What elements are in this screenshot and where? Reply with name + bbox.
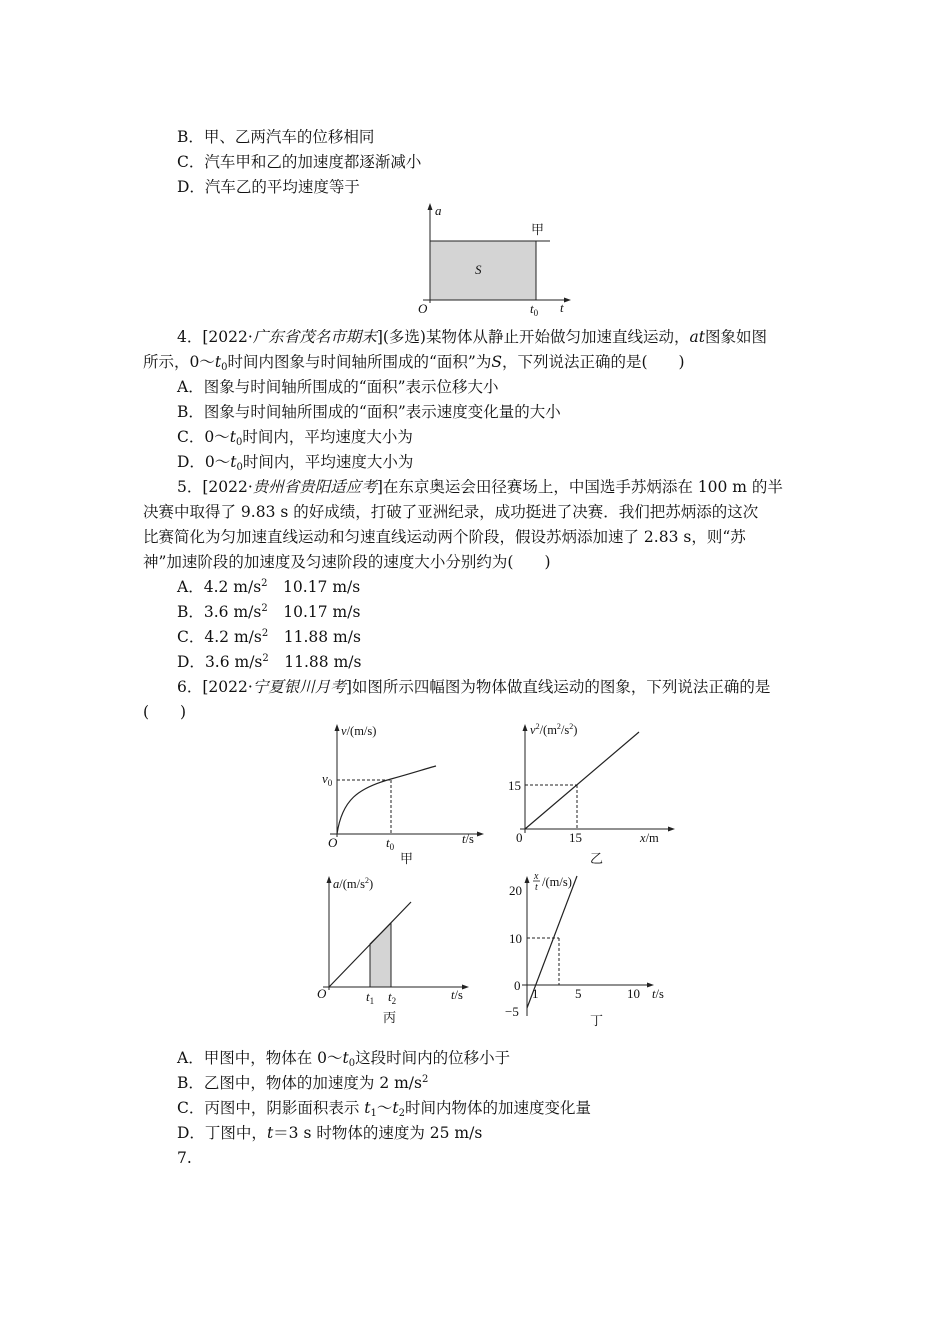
ding-ytick-0: 0 [514,978,521,993]
yi-caption: 乙 [590,851,604,866]
ding-x-label: t/s [652,987,664,1001]
q5-line-1: 5．[2022·贵州省贵阳适应考]在东京奥运会田径赛场上，中国选手苏炳添在 100 m 的半 [177,478,783,496]
q5-line-3: 比赛简化为匀加速直线运动和匀速直线运动两个阶段，假设苏炳添加速了 2.83 s，则“苏 [143,528,746,546]
q3-option-c: C．汽车甲和乙的加速度都逐渐减小 [177,153,422,171]
q6-option-a: A．甲图中，物体在 $0\sim t_0$这段时间内的位移小于 [177,1049,511,1069]
q4-option-b: B．图象与时间轴所围成的“面积”表示速度变化量的大小 [177,403,561,421]
svg-text:/(m/s): /(m/s) [542,875,572,889]
q4-option-a: A．图象与时间轴所围成的“面积”表示位移大小 [177,378,499,396]
jia-origin: O [328,835,338,850]
q4-option-d: D．$0\sim t_0$时间内，平均速度大小为 [177,453,414,473]
jia-v0-label: $v_0$ [322,771,333,788]
yi-xtick-15: 15 [569,830,582,845]
at-area-s [430,241,536,300]
bing-t2-label: $t_2$ [388,989,397,1006]
graph-yi [505,720,685,870]
svg-text:t: t [535,882,538,893]
q4-option-c: C．$0\sim t_0$时间内，平均速度大小为 [177,428,413,448]
graph-jia [318,720,488,870]
bing-caption: 丙 [383,1010,397,1025]
q5-option-a: A．4.2 $m/s^2$ 10.17 m/s [177,578,361,596]
q6-line-2: ( ) [143,703,187,721]
q6-option-c: C．丙图中，阴影面积表示 $t_1\sim t_2$时间内物体的加速度变化量 [177,1099,592,1119]
q5-option-b: B．3.6 $m/s^2$ 10.17 m/s [177,603,361,621]
ding-xtick-5: 5 [575,986,582,1001]
yi-y-label: $v^2/(m^2/s^2)$ [530,722,578,737]
q3-option-d: D．汽车乙的平均速度等于 [177,178,360,196]
jia-curve [337,766,436,834]
q5-option-c: C．4.2 $m/s^2$ 11.88 m/s [177,628,361,646]
ding-y-label [533,871,572,893]
q4-line-2: 所示，$0\sim t_0$时间内图象与时间轴所围成的“面积”为S，下列说法正确的是( ) [143,353,685,373]
graph-ding [500,870,690,1030]
ding-xtick-10: 10 [627,986,640,1001]
graph-bing [313,870,483,1030]
q6-option-d: D．丁图中，t＝3 s 时物体的速度为 25 m/s [177,1124,483,1142]
at-t0-label: $t_0$ [530,301,539,318]
ding-caption: 丁 [590,1013,604,1028]
yi-ytick-15: 15 [508,778,521,793]
bing-origin: O [317,986,327,1001]
bing-y-label: $a/(m/s^2)$ [333,876,374,891]
ding-ytick-neg5: −5 [505,1004,519,1019]
jia-t0-label: $t_0$ [386,835,395,852]
jia-y-label: v/(m/s) [341,724,377,738]
yi-origin: 0 [516,830,523,845]
yi-line [525,732,639,829]
q4-line-1: 4．[2022·广东省茂名市期末](多选)某物体从静止开始做匀加速直线运动，at图象如图 [177,328,767,346]
ding-ytick-10: 10 [509,931,522,946]
svg-text:x: x [534,871,539,882]
q5-line-2: 决赛中取得了 9.83 s 的好成绩，打破了亚洲纪录，成功挺进了决赛．我们把苏炳添的这次 [143,503,759,521]
bing-t1-label: $t_1$ [366,989,375,1006]
jia-caption: 甲 [400,851,414,866]
q6-line-1: 6．[2022·宁夏银川月考]如图所示四幅图为物体做直线运动的图象，下列说法正确的是 [177,678,771,696]
at-figure [415,200,575,320]
at-area-label: S [475,262,482,277]
jia-x-label: t/s [462,832,474,846]
at-y-label: a [435,203,442,218]
bing-shaded-area [370,923,391,987]
q6-option-b: B．乙图中，物体的加速度为 2 $m/s^2$ [177,1074,429,1092]
at-x-label: t [560,300,564,315]
ding-xtick-1: 1 [532,986,539,1001]
yi-x-label: x/m [640,831,659,845]
q5-line-4: 神”加速阶段的加速度及匀速阶段的速度大小分别约为( ) [143,553,551,571]
at-origin: O [418,301,428,316]
q3-option-b: B．甲、乙两汽车的位移相同 [177,128,375,146]
q5-option-d: D．3.6 $m/s^2$ 11.88 m/s [177,653,362,671]
at-curve-label: 甲 [531,222,545,237]
ding-ytick-20: 20 [509,883,522,898]
q7-number: 7. [177,1149,192,1167]
bing-x-label: t/s [451,988,463,1002]
